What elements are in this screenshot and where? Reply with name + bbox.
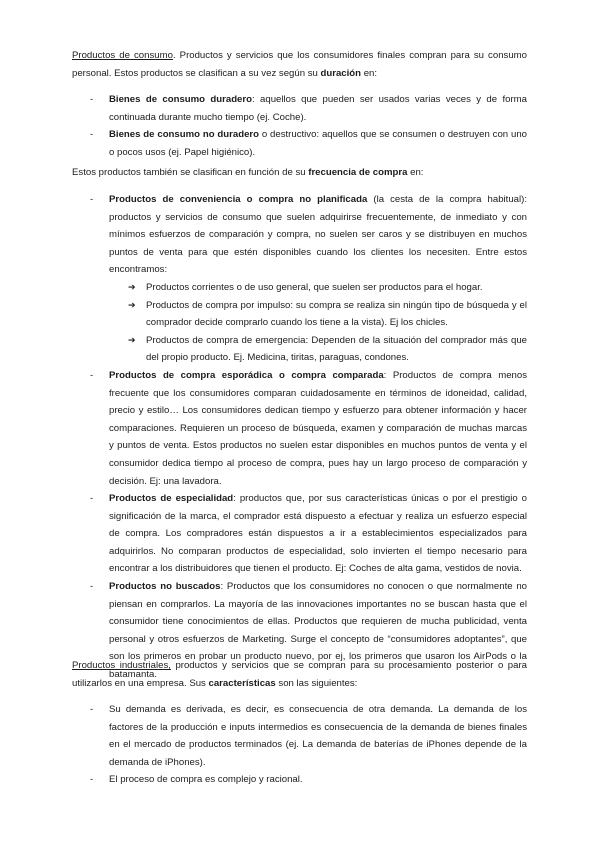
sub-list-item: ➔ Productos de compra de emergencia: Dependen de la situación del comprador más que del propio producto. Ej. Medicina, tiritas, paraguas, condones. [109,332,527,367]
convenience-sublist [109,279,527,367]
list-item: - Productos de conveniencia o compra no planificada (la cesta de la compra habitual): productos y servicios de consumo que suelen adquirirse frecuentemente, de inmediato y con mínimos esfuerzos de comparación y compra, no suelen ser caros y se distribuyen en muchos puntos de venta para que estén disponibles cuando los clientes los necesiten. Entre estos encontramos: ➔ Productos corrientes o de uso general, que suelen ser productos para el hogar. ➔ Productos de compra por impulso: su compra se realiza sin ningún tipo de búsqueda y el comprador decide comprarlo cuando los tiene a la vista). Ej los chicles. ➔ Productos de compra de emergencia: Dependen de la situación del comprador más que del propio producto. Ej. Medicina, tiritas, paraguas, condones. [72,191,527,367]
durability-list [72,91,527,161]
frequency-list [72,191,527,684]
consumer-products-intro: Productos de consumo. Productos y servicios que los consumidores finales compran para su consumo personal. Estos productos se clasifican a su vez según su duración en: [72,50,527,79]
list-item: - Bienes de consumo no duradero o destructivo: aquellos que se consumen o destruyen con uno o pocos usos (ej. Papel higiénico). [72,126,527,161]
sub-list-item: ➔ Productos corrientes o de uso general, que suelen ser productos para el hogar. [109,279,527,297]
industrial-products-intro: Productos industriales, productos y servicios que se compran para su procesamiento posterior o para utilizarlos en una empresa. Sus características son las siguientes: [72,660,527,689]
list-item: - El proceso de compra es complejo y racional. [72,771,527,789]
list-item: - Su demanda es derivada, es decir, es consecuencia de otra demanda. La demanda de los factores de la producción e inputs intermedios es consecuencia de la demanda de bienes finales en el mercado de productos terminados (ej. La demanda de baterías de iPhones depende de la demanda de iPhones). [72,701,527,771]
list-item: - Bienes de consumo duradero: aquellos que pueden ser usados varias veces y de forma continuada durante mucho tiempo (ej. Coche). [72,91,527,126]
industrial-products-heading: Productos industriales, [72,660,171,671]
sub-list-item: ➔ Productos de compra por impulso: su compra se realiza sin ningún tipo de búsqueda y el comprador decide comprarlo cuando los tiene a la vista). Ej los chicles. [109,297,527,332]
list-item: - Productos de compra esporádica o compra comparada: Productos de compra menos frecuente que los consumidores comparan cuidadosamente en términos de idoneidad, calidad, precio y estilo… Los consumidores dedican tiempo y esfuerzo para obtener información y hacer comparaciones. Requieren un proceso de búsqueda, examen y comparación de muchas marcas y puntos de venta. Estos productos no suelen estar disponibles en muchos puntos de venta y el consumidor dedica tiempo al proceso de compra, pues hay un largo proceso de comparación y decisión. Ej: una lavadora. [72,367,527,490]
industrial-characteristics-list [72,701,527,789]
list-item: - Productos de especialidad: productos que, por sus características únicas o por el prestigio o significación de la marca, el comprador está dispuesto a efectuar y realiza un esfuerzo especial de compra. Los compradores están dispuestos a ir a establecimientos especializados para adquirirlos. No comparan productos de especialidad, solo invierten el tiempo necesario para encontrar a los distribuidores que tienen el producto. Ej: Coches de alta gama, vestidos de novia. [72,490,527,578]
frequency-intro: Estos productos también se clasifican en función de su frecuencia de compra en: [72,167,424,178]
consumer-products-heading: Productos de consumo [72,50,173,61]
list-item: - Productos no buscados: Productos que los consumidores no conocen o que normalmente no piensan en comprarlos. La mayoría de las innovaciones importantes no se buscan hasta que el consumidor tiene conocimientos de ellas. Productos que requieren de mucha publicidad, venta personal y otros esfuerzos de Marketing. Surge el concepto de “consumidores adoptantes”, que son los primeros en probar un producto nuevo, por ej, los primeros que usaron los AirPods o la batamanta. [72,578,527,684]
